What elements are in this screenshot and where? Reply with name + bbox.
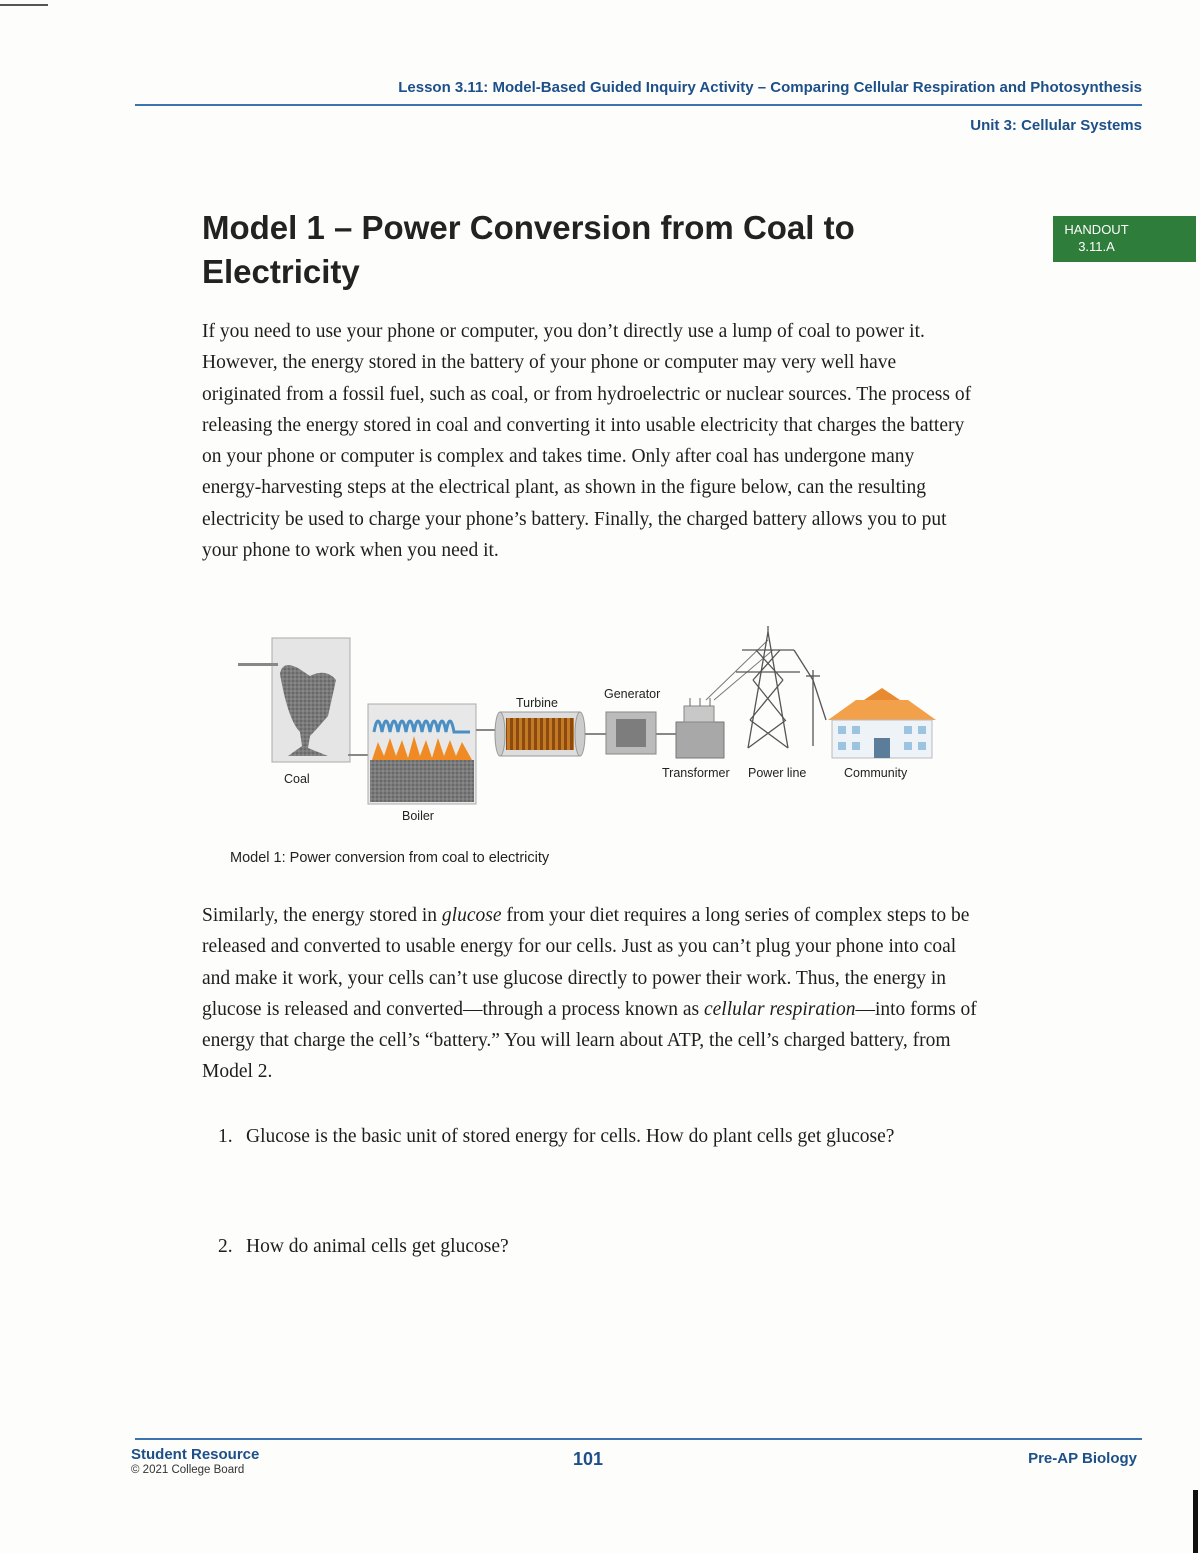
label-boiler: Boiler — [402, 809, 434, 823]
figure-caption: Model 1: Power conversion from coal to electricity — [230, 850, 550, 866]
paragraph2-part1: Similarly, the energy stored in — [202, 905, 442, 926]
generator-icon — [606, 712, 656, 754]
question-2-text: How do animal cells get glucose? — [246, 1236, 509, 1257]
footer-course: Pre-AP Biology — [1028, 1450, 1137, 1467]
header-divider — [135, 104, 1142, 106]
label-coal: Coal — [284, 772, 310, 786]
handout-label: HANDOUT — [1064, 222, 1129, 237]
page-number: 101 — [573, 1449, 604, 1469]
community-building-icon — [828, 688, 936, 758]
power-line-tower-icon — [736, 626, 826, 748]
boiler-icon — [368, 704, 476, 804]
question-1 — [218, 1126, 894, 1148]
intro-paragraph: If you need to use your phone or computer, you don’t directly use a lump of coal to power it. However, the energy stored in the battery of your phone or computer may very well have originated from a fossil fuel, such as coal, or from hydroelectric or nuclear sources. The process of releasing the energy stored in coal and converting it into usable electricity that charges the battery on your phone or computer is complex and takes time. Only after coal has undergone many energy-harvesting steps at the electrical plant, as shown in the figure below, can the resulting electricity be used to charge your phone’s battery. Finally, the charged battery allows you to put your phone to work when you need it. — [202, 321, 972, 562]
lesson-header: Lesson 3.11: Model-Based Guided Inquiry Activity – Comparing Cellular Respiration and Photosynthesis — [398, 79, 1142, 96]
footer-student-resource: Student Resource — [131, 1446, 260, 1463]
question-1-text: Glucose is the basic unit of stored energy for cells. How do plant cells get glucose? — [246, 1126, 895, 1147]
handout-number: 3.11.A — [1078, 239, 1115, 254]
page-title: Model 1 – Power Conversion from Coal to Electricity — [202, 209, 855, 290]
question-2-number: 2. — [218, 1236, 233, 1257]
footer-copyright: © 2021 College Board — [131, 1464, 245, 1476]
glucose-paragraph — [202, 900, 977, 1088]
label-turbine: Turbine — [516, 696, 558, 710]
label-transformer: Transformer — [662, 766, 730, 780]
transformer-icon — [676, 698, 724, 758]
paragraph2-part2: from your diet requires a long series of complex steps to be released and converted to usable energy for our cells. Just as you can’t plug your phone into coal and make it work, your cells can’t use glucose directly to power their work. Thus, the energy in glucose is released and converted—through a process known as — [202, 905, 970, 1020]
term-glucose: glucose — [441, 905, 502, 926]
paragraph2-part3: —into forms of energy that charge the cell’s “battery.” You will learn about ATP, the cell’s charged battery, from Model 2. — [202, 998, 977, 1083]
scan-mark — [0, 4, 48, 6]
scan-edge — [1193, 1490, 1198, 1553]
question-2 — [218, 1236, 509, 1258]
label-power-line: Power line — [748, 766, 807, 780]
coal-hopper-icon — [238, 638, 350, 762]
footer-divider — [135, 1438, 1142, 1440]
unit-header: Unit 3: Cellular Systems — [970, 117, 1142, 134]
handout-tab — [1053, 216, 1196, 262]
turbine-icon — [495, 712, 585, 756]
question-1-number: 1. — [218, 1126, 233, 1147]
power-conversion-diagram — [228, 620, 948, 830]
footer-left — [131, 1446, 259, 1476]
term-cellular-respiration: cellular respiration — [703, 998, 856, 1020]
label-community: Community — [844, 766, 908, 780]
label-generator: Generator — [604, 687, 661, 701]
